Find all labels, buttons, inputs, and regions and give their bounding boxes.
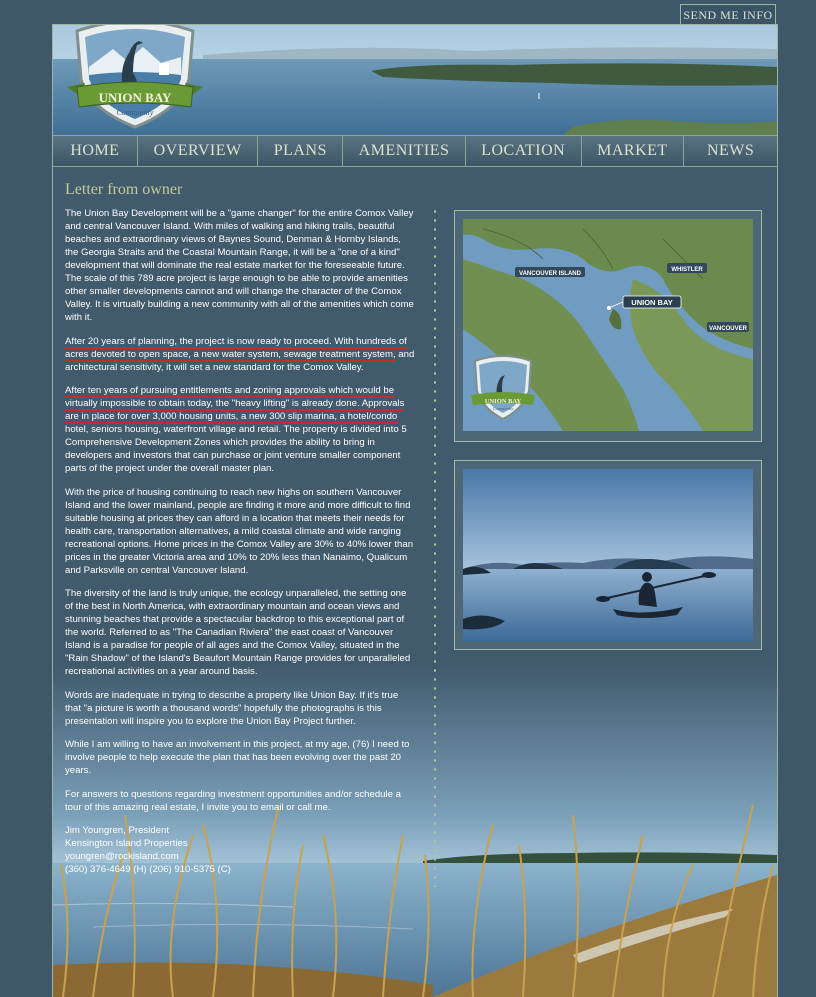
letter-title: Letter from owner [65, 181, 183, 198]
signature-email[interactable]: youngren@rockisland.com [65, 851, 179, 862]
signature-phone: (360) 376-4649 (H) (206) 910-5375 (C) [65, 864, 231, 875]
map-frame [454, 210, 762, 442]
signature-block [65, 824, 415, 876]
photo-frame [454, 460, 762, 650]
union-bay-marker-icon [607, 306, 611, 310]
map-logo-sub: Community [492, 406, 514, 411]
column-divider [434, 207, 436, 887]
kayak-photo[interactable] [463, 469, 753, 641]
nav-overview[interactable]: OVERVIEW [138, 136, 259, 166]
main-nav [53, 135, 777, 167]
letter-paragraph [65, 384, 415, 475]
letter-text: and architectural sensitivity, it will set a new standard for the Comox Valley. [65, 348, 415, 373]
send-me-info-button[interactable]: SEND ME INFO [680, 4, 776, 26]
nav-plans[interactable]: PLANS [258, 136, 343, 166]
letter-paragraph: With the price of housing continuing to reach new highs on southern Vancouver Island and the lower mainland, people are finding it more and more difficult to find suitable housing at prices they can afford in a location that meets their needs for health care, transportation alternatives, a mild coastal climate and wide ranging recreational options. Home prices in the Comox Valley are 30% to 40% lower than prices in the greater Victoria area and 10% to 20% less than Nanaimo, Qualicum and Parksville on central Vancouver Island. [65, 486, 414, 576]
map-label-vancouver: VANCOUVER [709, 326, 747, 332]
letter-paragraph: The diversity of the land is truly unique, the ecology unparalleled, the setting one of the best in North America, with extraordinary mountain and ocean views and stunning beaches that provide a spectacular backdrop to this exceptional part of the world. Referred to as "The Canadian Riviera" the east coast of Vancouver Island is a paradise for people of all ages and the Comox Valley, situated in the "Rain Shadow" of the Island's Beaufort Mountain Range provides for unparalleled recreational activities on a year around basis. [65, 588, 411, 677]
letter-paragraph: While I am willing to have an involvement in this project, at my age, (76) I need to involve people to help execute the plan that has been evolving over the past 20 years. [65, 739, 410, 776]
nav-market[interactable]: MARKET [582, 136, 685, 166]
map-label-vancouver-island: VANCOUVER ISLAND [519, 271, 581, 277]
location-map[interactable] [463, 219, 753, 431]
union-bay-logo[interactable] [63, 24, 207, 133]
signature-company: Kensington Island Properties [65, 838, 188, 849]
nav-location[interactable]: LOCATION [466, 136, 582, 166]
letter-text: hotel, seniors housing, waterfront village and retail. The property is divided into 5 Comprehensive Development Zones which provides the ability to bring in developers and investors that can purchase or joint venture smaller component parts of the project under the overall master plan. [65, 424, 407, 474]
letter-body [65, 207, 415, 876]
highlighted-text: After ten years of pursuing entitlements and zoning approvals which would be virtually impossible to obtain today, the "heavy lifting" is already done. Approvals are in place for over 3,000 housing units, a new 300 slip marina, a hotel/condo [65, 385, 405, 422]
letter-paragraph: Words are inadequate in trying to describe a property like Union Bay. If it's true that "a picture is worth a thousand words" hopefully the photographs is this presentation will inspire you to explore the Union Bay Project further. [65, 689, 399, 727]
letter-paragraph: The Union Bay Development will be a "game changer" for the entire Comox Valley and central Vancouver Island. With miles of walking and hiking trails, beautiful beaches and extraordinary views of Baynes Sound, Denman & Hornby Islands, the Georgia Straits and the Coastal Mountain Range, it will be a "one of a kind" development that will dominate the real estate market for the foreseeable future. The scale of this 789 acre project is large enough to be able to provide amenities other smaller developments cannot and will change the character of the Comox Valley. It is virtually building a new community with all of the amenities which come with it. [65, 208, 414, 323]
nav-amenities[interactable]: AMENITIES [343, 136, 466, 166]
letter-paragraph [65, 335, 415, 374]
map-label-union-bay: UNION BAY [631, 298, 673, 307]
map-label-whistler: WHISTLER [671, 267, 703, 273]
map-logo-name: UNION BAY [484, 398, 522, 405]
letter-paragraph: For answers to questions regarding investment opportunities and/or schedule a tour of this amazing real estate, I invite you to email or call me. [65, 788, 401, 813]
page-frame [52, 24, 778, 997]
logo-name: UNION BAY [98, 90, 172, 105]
highlighted-text: After 20 years of planning, the project is now ready to proceed. With hundreds of acres devoted to open space, a new water system, sewage treatment system, [65, 335, 407, 360]
logo-sub: Community [116, 108, 154, 117]
signature-name: Jim Youngren, President [65, 825, 169, 836]
nav-home[interactable]: HOME [53, 136, 138, 166]
nav-news[interactable]: NEWS [706, 142, 755, 159]
